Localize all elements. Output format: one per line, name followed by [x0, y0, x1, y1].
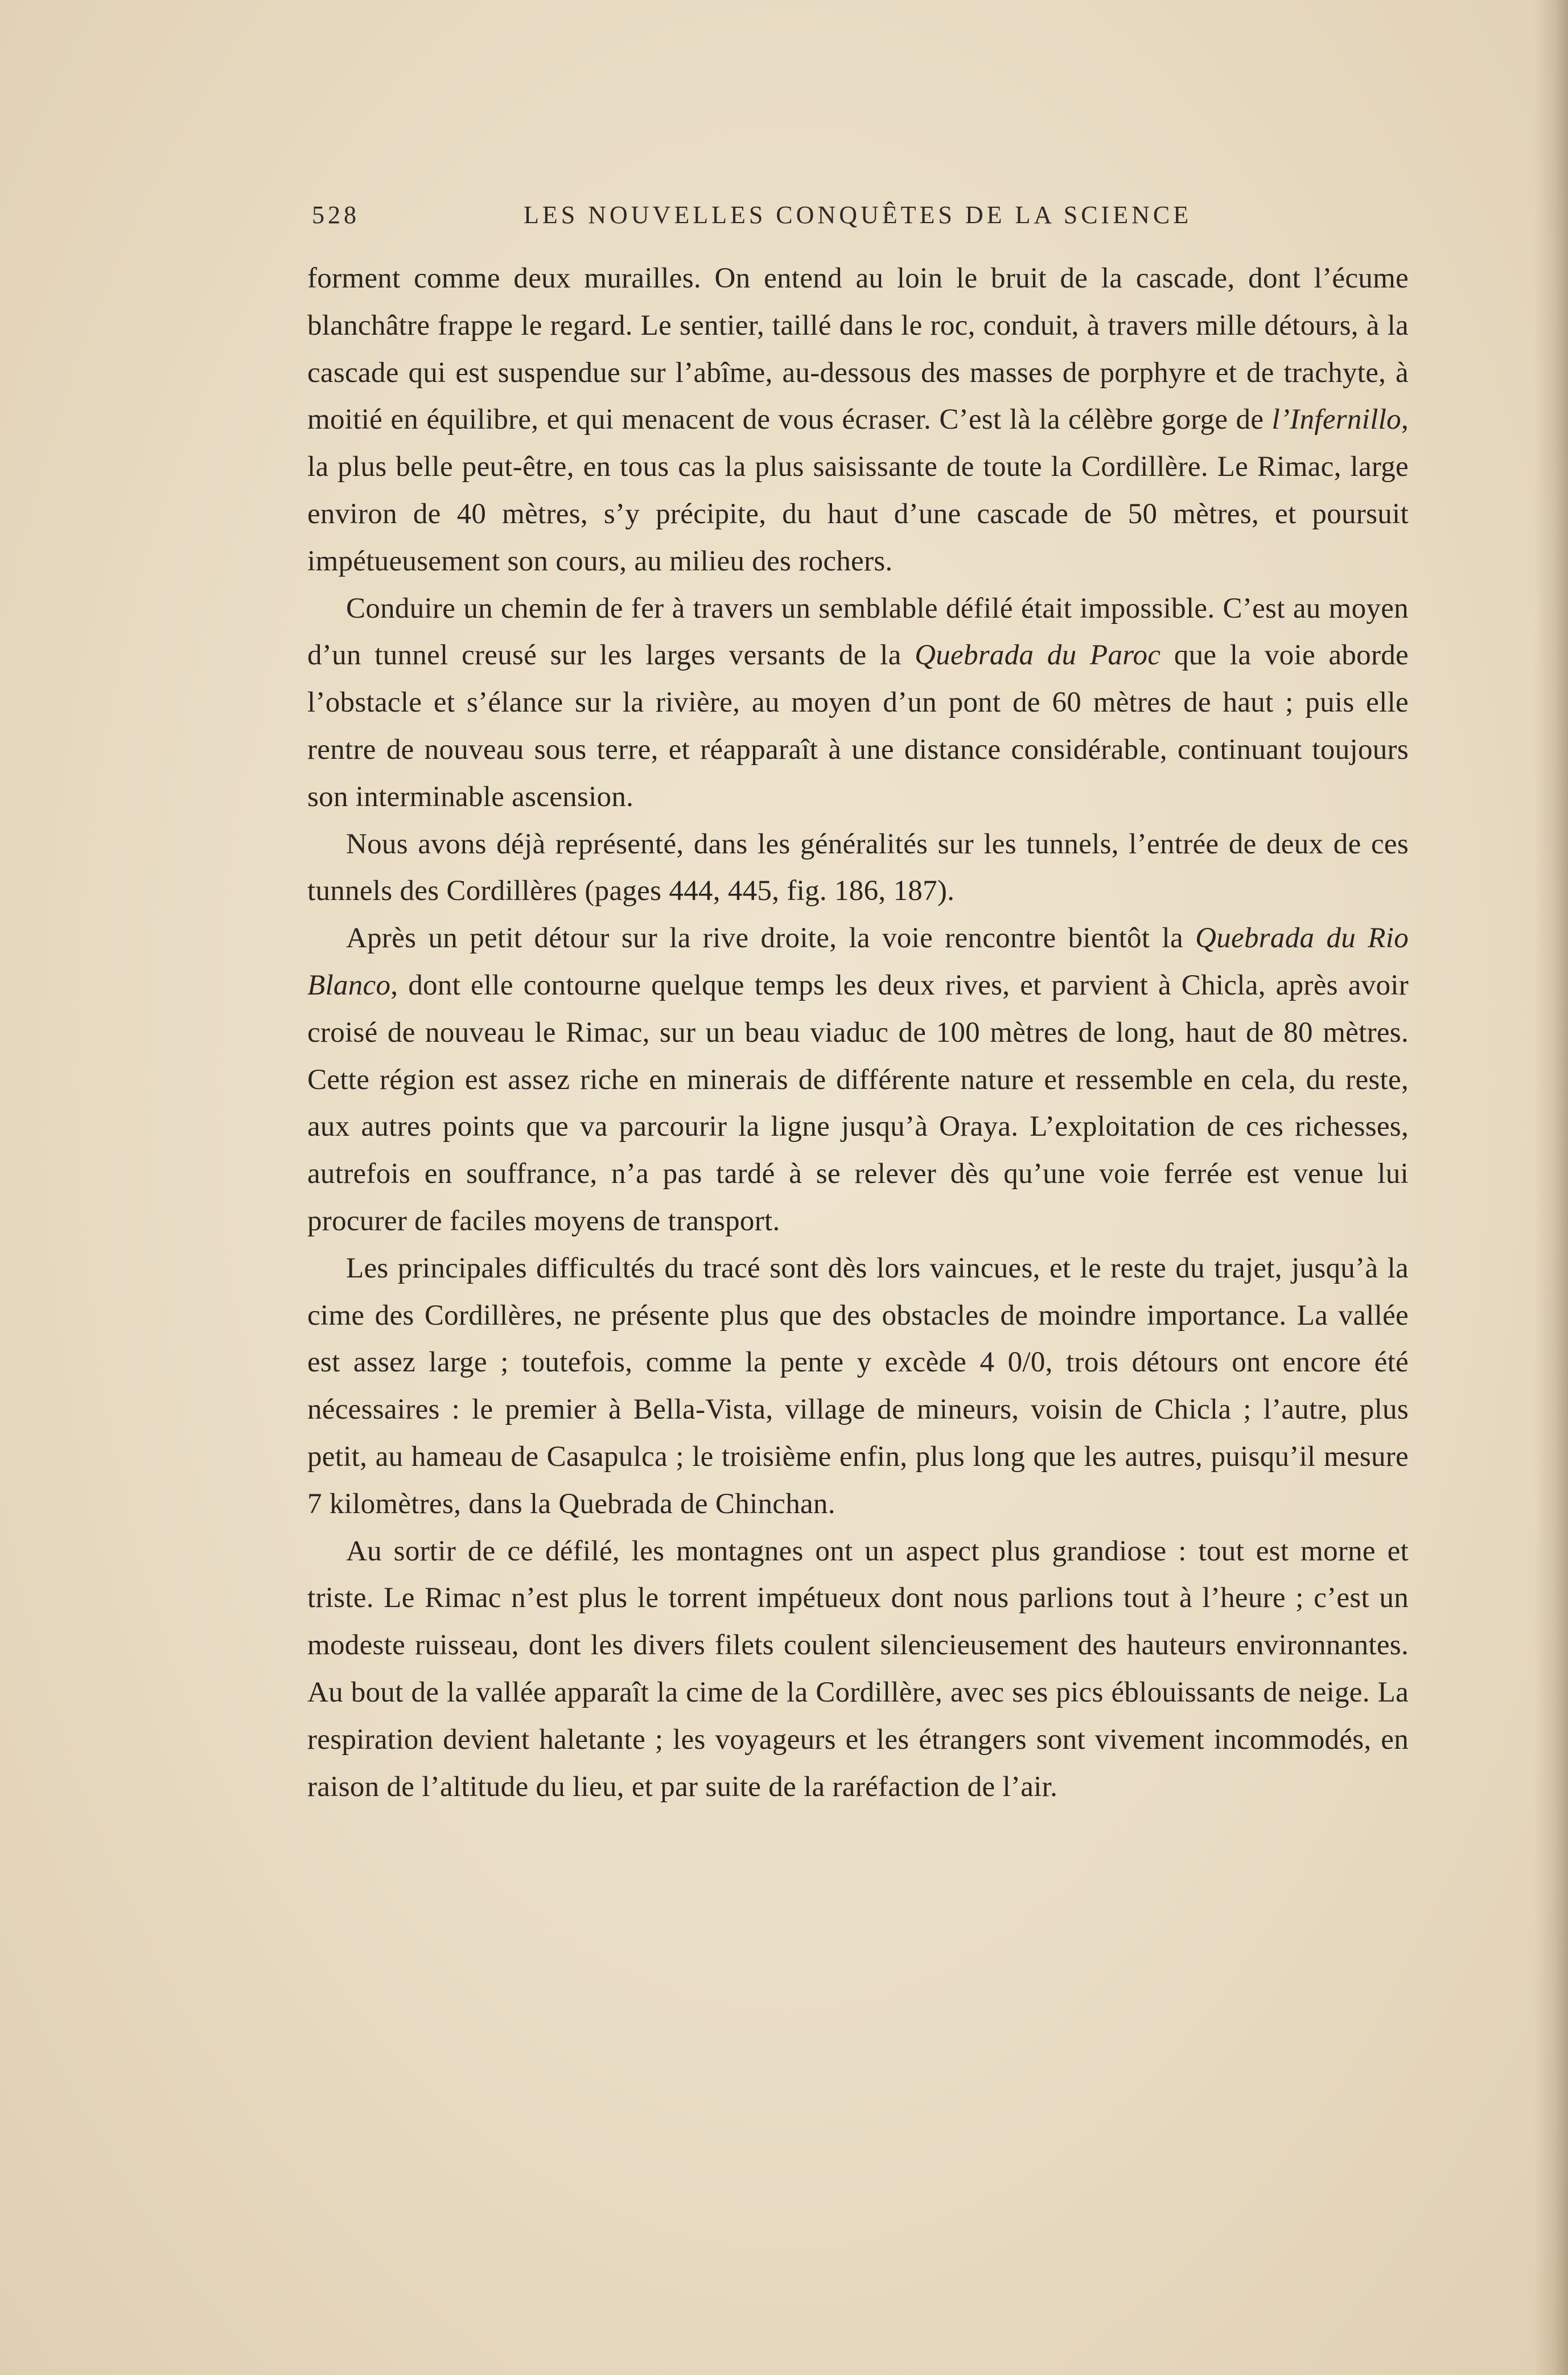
paragraph-4 [307, 915, 1409, 1245]
page-edge-shadow [1534, 0, 1568, 2375]
page-number: 528 [312, 201, 360, 229]
paragraph-4-text-a: Après un petit détour sur la rive droite, la voie rencontre bientôt la [346, 922, 1196, 955]
page-header [312, 200, 1405, 240]
paragraph-4-text-b: , dont elle contourne quelque temps les deux rives, et parvient à Chicla, après avoir croisé de nouveau le Rimac, sur un beau viaduc de 100 mètres de long, haut de 80 mètres. Cette région est assez riche en minerais de différente nature et ressemble en cela, du reste, aux autres points que va parcourir la ligne jusqu’à Oraya. L’exploitation de ces richesses, autrefois en souffrance, n’a pas tardé à se relever dès qu’une voie ferrée est venue lui procurer de faciles moyens de transport. [307, 969, 1409, 1237]
paragraph-5: Les principales difficultés du tracé sont dès lors vaincues, et le reste du trajet, jusqu’à la cime des Cordillères, ne présente plus que des obstacles de moindre importance. La vallée est assez large ; toutefois, comme la pente y excède 4 0/0, trois détours ont encore été nécessaires : le premier à Bella-Vista, village de mineurs, voisin de Chicla ; l’autre, plus petit, au hameau de Casapulca ; le troisième enfin, plus long que les autres, puisqu’il mesure 7 kilomètres, dans la Quebrada de Chinchan. [307, 1252, 1409, 1520]
paragraph-2-text-a: Conduire un chemin de fer à travers un semblable défilé était impossible. C’est au moyen d’un tunnel creusé sur les larges versants de la [307, 592, 1409, 672]
paragraph-1-text-b: , la plus belle peut-être, en tous cas la plus saisissante de toute la Cordillère. Le Rimac, large environ de 40 mètres, s’y précipite, du haut d’une cascade de 50 mètres, et poursuit impétueusement son cours, au milieu des rochers. [307, 404, 1409, 577]
paragraph-2 [307, 585, 1409, 821]
paragraph-2-text-b: que la voie aborde l’obstacle et s’élance sur la rivière, au moyen d’un pont de 60 mètres de haut ; puis elle rentre de nouveau sous terre, et réapparaît à une distance considérable, continuant toujours son interminable ascension. [307, 639, 1409, 813]
paragraph-6: Au sortir de ce défilé, les montagnes ont un aspect plus grandiose : tout est morne et triste. Le Rimac n’est plus le torrent impétueux dont nous parlions tout à l’heure ; c’est un modeste ruisseau, dont les divers filets coulent silencieusement des hauteurs environnantes. Au bout de la vallée apparaît la cime de la Cordillère, avec ses pics éblouissants de neige. La respiration devient haletante ; les voyageurs et les étrangers sont vivement incommodés, en raison de l’altitude du lieu, et par suite de la raréfaction de l’air. [307, 1535, 1409, 1803]
running-title: LES NOUVELLES CONQUÊTES DE LA SCIENCE [524, 201, 1192, 229]
paragraph-1-text-a: forment comme deux murailles. On entend au loin le bruit de la cascade, dont l’écume blanchâtre frappe le regard. Le sentier, taillé dans le roc, conduit, à travers mille détours, à la cascade qui est suspendue sur l’abîme, au-dessous des masses de porphyre et de trachyte, à moitié en équilibre, et qui menacent de vous écraser. C’est là la célèbre gorge de [307, 262, 1409, 436]
paragraph-3: Nous avons déjà représenté, dans les généralités sur les tunnels, l’entrée de deux de ces tunnels des Cordillères (pages 444, 445, fig. 186, 187). [307, 828, 1409, 907]
body-text [307, 255, 1409, 1810]
paragraph-1-italic: l’Infernillo [1271, 404, 1401, 436]
paragraph-4-italic: Quebrada du Rio Blanco [307, 922, 1409, 1001]
paragraph-1 [307, 255, 1409, 585]
paragraph-2-italic: Quebrada du Paroc [915, 639, 1161, 672]
